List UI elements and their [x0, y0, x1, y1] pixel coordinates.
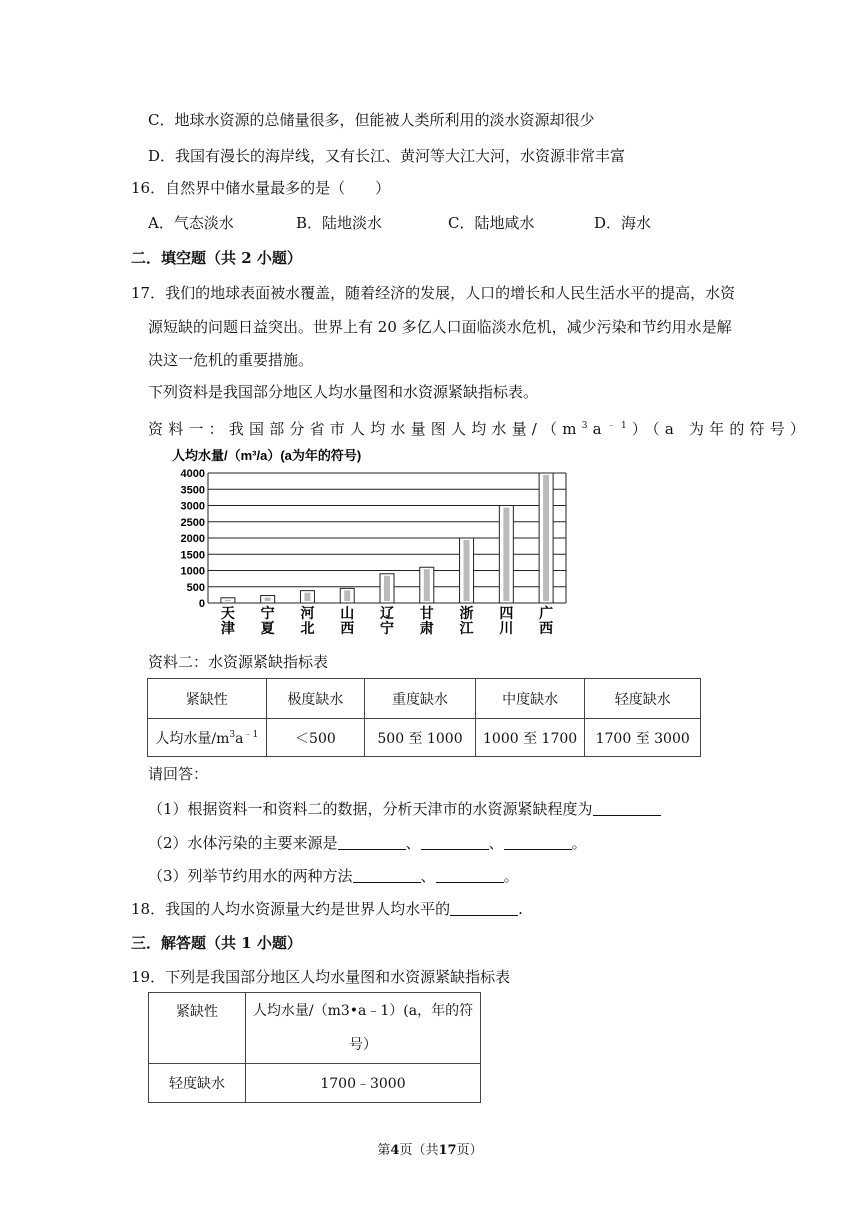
material1-caption: 资料一：我国部分省市人均水量图人均水量$/(m^3a^{﹣1})(a$ 为年的符号）: [148, 420, 811, 438]
x-tick-label: 夏: [260, 621, 275, 637]
material2-caption: 资料二：水资源紧缺指标表: [148, 653, 329, 671]
x-tick-label: 河: [300, 606, 315, 622]
table-header-row: [148, 679, 701, 719]
x-tick-label: 天: [220, 606, 235, 622]
q16-option-c: C．陆地咸水: [448, 214, 535, 232]
table-cell: ＜500: [266, 719, 365, 757]
x-tick-label: 肃: [419, 621, 434, 637]
x-tick-label: 西: [340, 621, 355, 637]
y-tick-label: 2000: [180, 533, 205, 545]
answer-blank[interactable]: [436, 868, 504, 883]
table-header-cell: 中度缺水: [475, 679, 585, 719]
x-tick-label: 江: [459, 621, 474, 637]
q17-intro: 下列资料是我国部分地区人均水量图和水资源紧缺指标表。: [148, 383, 539, 401]
answer-blank[interactable]: [593, 801, 661, 816]
y-tick-label: 1000: [180, 565, 205, 578]
answer-blank[interactable]: [421, 835, 489, 850]
table-row: [149, 1064, 481, 1103]
answer-blank[interactable]: [353, 868, 421, 883]
answer-prompt: 请回答：: [148, 765, 209, 783]
x-tick-label: 宁: [380, 621, 394, 637]
answer-blank[interactable]: [338, 835, 406, 850]
option-c: C．地球水资源的总储量很多，但能被人类所利用的淡水资源却很少: [148, 111, 595, 129]
table-cell: 轻度缺水: [149, 1064, 246, 1103]
chart-title: 人均水量/（m³/a）(a为年的符号): [172, 448, 362, 463]
q16-option-b: B．陆地淡水: [296, 214, 383, 232]
table-header-cell: 重度缺水: [365, 679, 476, 719]
answer-blank[interactable]: [450, 901, 518, 916]
water-per-capita-bar-chart: [170, 446, 590, 646]
y-tick-label: 0: [198, 598, 205, 610]
table-header-cell: 紧缺性: [149, 993, 246, 1064]
bar-shade: [225, 600, 231, 601]
x-tick-label: 山: [340, 606, 355, 622]
x-tick-label: 广: [539, 606, 554, 622]
y-tick-label: 1500: [180, 549, 205, 562]
scarcity-index-table: [147, 678, 701, 757]
q17-sub3: （3）列举节约用水的两种方法 、 。: [148, 867, 519, 885]
table-cell: 1700 至 3000: [585, 719, 701, 757]
q16-stem: 16．自然界中储水量最多的是（ ）: [131, 179, 391, 197]
x-tick-label: 四: [499, 606, 514, 622]
section-answer-title: 三．解答题（共 1 小题）: [131, 934, 302, 952]
x-tick-label: 北: [300, 621, 315, 637]
x-tick-label: 津: [220, 621, 235, 637]
q17-para-line2: 源短缺的问题日益突出。世界上有 20 多亿人口面临淡水危机，减少污染和节约用水是解: [148, 318, 732, 336]
y-tick-label: 3000: [180, 500, 205, 513]
bar-shade: [344, 590, 350, 601]
table-cell: 1700﹣3000: [246, 1064, 481, 1103]
bar-shade: [424, 569, 430, 601]
table-cell: 1000 至 1700: [475, 719, 585, 757]
bar-shade: [543, 475, 549, 601]
section-fill-in-title: 二．填空题（共 2 小题）: [131, 249, 302, 267]
q16-option-d: D．海水: [594, 214, 652, 232]
q17-para-line1: 17．我们的地球表面被水覆盖，随着经济的发展，人口的增长和人民生活水平的提高，水资: [131, 284, 736, 302]
x-tick-label: 甘: [419, 606, 434, 622]
table-header-cell: 人均水量/（m3•a﹣1）(a，年的符 号）: [246, 993, 481, 1064]
x-tick-label: 川: [499, 621, 514, 637]
q16-option-a: A．气态淡水: [148, 214, 234, 232]
q18: 18．我国的人均水资源量大约是世界人均水平的 .: [131, 900, 523, 918]
y-tick-label: 3500: [180, 484, 205, 497]
q17-sub2: （2）水体污染的主要来源是 、 、 。: [148, 834, 587, 852]
table-header-cell: 轻度缺水: [585, 679, 701, 719]
bar-shade: [304, 593, 310, 601]
table-header-row: [149, 993, 481, 1064]
x-tick-label: 宁: [260, 606, 275, 622]
table-cell: 500 至 1000: [365, 719, 476, 757]
table-row-label: 人均水量$/m^3a^{﹣1}$: [148, 719, 267, 757]
y-tick-label: 500: [186, 581, 205, 594]
table-header-cell: 极度缺水: [266, 679, 365, 719]
q17-para-line3: 决这一危机的重要措施。: [148, 351, 314, 369]
x-tick-label: 西: [539, 621, 554, 637]
answer-blank[interactable]: [504, 835, 572, 850]
x-tick-label: 浙: [459, 606, 474, 622]
q19-stem: 19．下列是我国部分地区人均水量图和水资源紧缺指标表: [131, 968, 511, 986]
q17-sub1: （1）根据资料一和资料二的数据，分析天津市的水资源紧缺程度为: [148, 799, 661, 819]
x-tick-label: 辽: [380, 606, 394, 622]
option-d: D．我国有漫长的海岸线，又有长江、黄河等大江大河，水资源非常丰富: [148, 147, 626, 165]
bar-shade: [464, 540, 470, 601]
table-row: [148, 719, 701, 757]
page-footer: 第4页（共17页）: [377, 1143, 483, 1158]
bar-shade: [384, 576, 390, 601]
y-tick-label: 4000: [180, 468, 205, 480]
q19-table: [148, 992, 481, 1103]
y-tick-label: 2500: [180, 516, 205, 529]
bar-shade: [503, 508, 509, 602]
table-header-cell: 紧缺性: [148, 679, 267, 719]
bar-shade: [265, 598, 271, 601]
